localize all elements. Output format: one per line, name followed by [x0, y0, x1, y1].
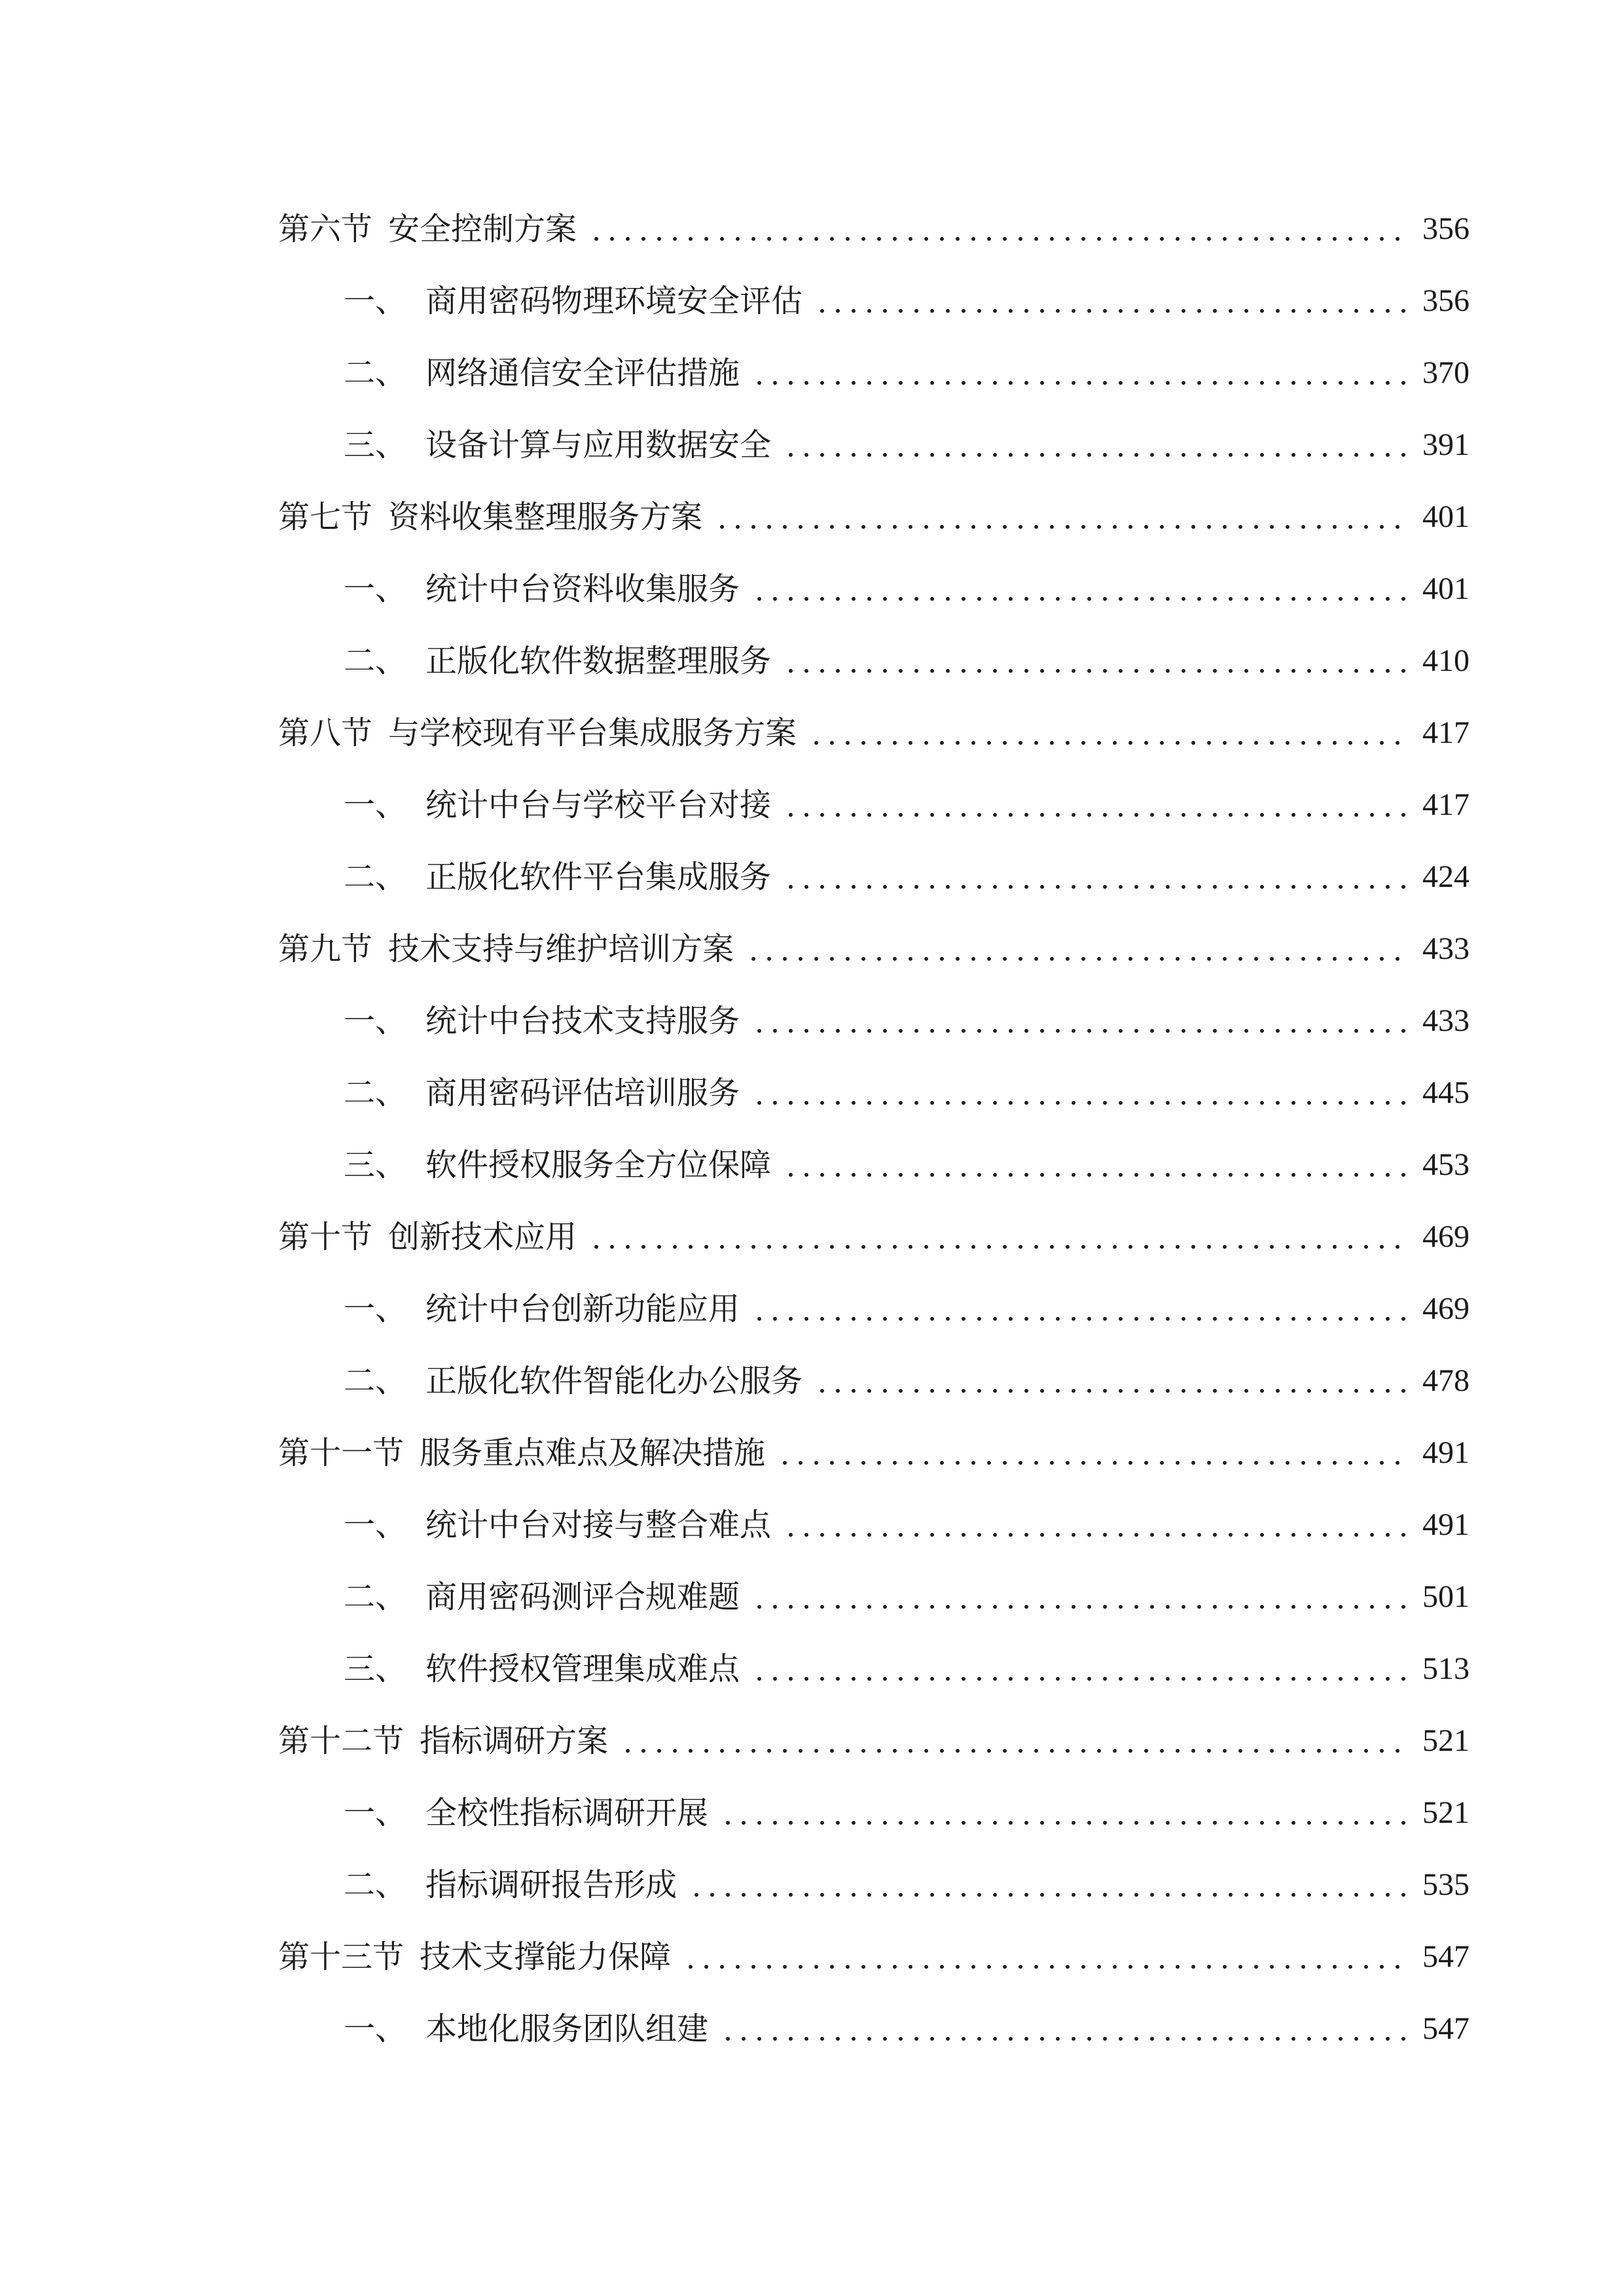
toc-section-entry [278, 697, 1470, 769]
toc-page-number: 501 [1422, 1579, 1470, 1614]
toc-entry-marker: 第八节 [278, 715, 373, 751]
dot-leader [783, 1505, 1407, 1545]
toc-page-number: 417 [1422, 715, 1470, 750]
toc-entry-title: 资料收集整理服务方案 [388, 499, 703, 535]
toc-entry-marker: 第十二节 [278, 1723, 405, 1759]
toc-page-number: 521 [1422, 1723, 1470, 1758]
toc-page-number: 469 [1422, 1219, 1470, 1254]
dot-leader [751, 1289, 1407, 1329]
toc-entry-marker: 三、 [344, 1147, 407, 1183]
toc-entry-title: 正版化软件数据整理服务 [425, 643, 772, 679]
toc-subsection-entry [278, 1345, 1470, 1417]
dot-leader [751, 569, 1407, 609]
table-of-contents [278, 193, 1470, 2065]
toc-subsection-entry [278, 409, 1470, 481]
toc-entry-marker: 第六节 [278, 211, 373, 247]
toc-entry-title: 本地化服务团队组建 [425, 2011, 709, 2047]
toc-entry-marker: 一、 [344, 2011, 407, 2047]
toc-subsection-entry [278, 1489, 1470, 1561]
toc-subsection-entry [278, 1993, 1470, 2065]
toc-entry-title: 指标调研报告形成 [425, 1867, 677, 1903]
toc-page-number: 491 [1422, 1507, 1470, 1542]
toc-subsection-entry [278, 769, 1470, 841]
toc-subsection-entry [278, 625, 1470, 697]
toc-subsection-entry [278, 841, 1470, 913]
toc-subsection-entry [278, 1633, 1470, 1705]
dot-leader [746, 929, 1407, 969]
toc-page-number: 453 [1422, 1147, 1470, 1182]
toc-page-number: 547 [1422, 1939, 1470, 1974]
toc-entry-title: 统计中台资料收集服务 [425, 571, 740, 607]
dot-leader [720, 1793, 1407, 1833]
toc-subsection-entry [278, 1129, 1470, 1201]
toc-subsection-entry [278, 1057, 1470, 1129]
toc-page-number: 521 [1422, 1795, 1470, 1830]
toc-section-entry [278, 1705, 1470, 1777]
toc-section-entry [278, 1417, 1470, 1489]
toc-entry-title: 商用密码物理环境安全评估 [425, 283, 803, 319]
toc-entry-marker: 二、 [344, 1867, 407, 1903]
toc-page-number: 433 [1422, 1003, 1470, 1038]
toc-page-number: 401 [1422, 499, 1470, 534]
toc-entry-title: 正版化软件平台集成服务 [425, 859, 772, 895]
toc-page-number: 491 [1422, 1435, 1470, 1470]
toc-entry-title: 软件授权服务全方位保障 [425, 1147, 772, 1183]
toc-entry-title: 正版化软件智能化办公服务 [425, 1363, 803, 1399]
dot-leader [720, 2009, 1407, 2049]
toc-page-number: 401 [1422, 571, 1470, 606]
toc-entry-title: 技术支持与维护培训方案 [388, 931, 734, 967]
toc-entry-title: 软件授权管理集成难点 [425, 1651, 740, 1687]
toc-page-number: 478 [1422, 1363, 1470, 1398]
dot-leader [783, 425, 1407, 465]
toc-entry-marker: 三、 [344, 1651, 407, 1687]
toc-entry-title: 技术支撑能力保障 [420, 1939, 672, 1975]
toc-subsection-entry [278, 553, 1470, 625]
toc-entry-title: 商用密码测评合规难题 [425, 1579, 740, 1615]
toc-page-number: 469 [1422, 1291, 1470, 1326]
toc-page-number: 424 [1422, 859, 1470, 894]
dot-leader [751, 1001, 1407, 1041]
dot-leader [751, 353, 1407, 393]
toc-page-number: 445 [1422, 1075, 1470, 1110]
toc-page-number: 535 [1422, 1867, 1470, 1902]
toc-subsection-entry [278, 1273, 1470, 1345]
toc-page-number: 513 [1422, 1651, 1470, 1686]
toc-subsection-entry [278, 265, 1470, 337]
toc-page-number: 391 [1422, 427, 1470, 462]
dot-leader [751, 1649, 1407, 1689]
toc-entry-marker: 二、 [344, 1075, 407, 1111]
dot-leader [808, 713, 1407, 753]
dot-leader [588, 209, 1407, 249]
toc-subsection-entry [278, 985, 1470, 1057]
dot-leader [620, 1721, 1407, 1761]
toc-page-number: 417 [1422, 787, 1470, 822]
toc-entry-marker: 第十一节 [278, 1435, 405, 1471]
toc-subsection-entry [278, 1849, 1470, 1921]
toc-entry-title: 统计中台技术支持服务 [425, 1003, 740, 1039]
toc-entry-marker: 一、 [344, 1795, 407, 1831]
toc-entry-marker: 一、 [344, 787, 407, 823]
toc-entry-marker: 一、 [344, 1291, 407, 1327]
dot-leader [783, 641, 1407, 681]
dot-leader [777, 1433, 1407, 1473]
toc-page-number: 547 [1422, 2011, 1470, 2046]
toc-entry-title: 创新技术应用 [388, 1219, 577, 1255]
toc-entry-marker: 二、 [344, 643, 407, 679]
toc-section-entry [278, 1921, 1470, 1993]
toc-entry-marker: 二、 [344, 1579, 407, 1615]
toc-section-entry [278, 481, 1470, 553]
toc-page-number: 356 [1422, 283, 1470, 318]
toc-section-entry [278, 193, 1470, 265]
toc-page-number: 356 [1422, 211, 1470, 246]
toc-entry-title: 网络通信安全评估措施 [425, 355, 740, 391]
toc-entry-title: 设备计算与应用数据安全 [425, 427, 772, 463]
toc-entry-title: 安全控制方案 [388, 211, 577, 247]
dot-leader [714, 497, 1407, 537]
toc-entry-marker: 第七节 [278, 499, 373, 535]
toc-section-entry [278, 913, 1470, 985]
toc-entry-title: 服务重点难点及解决措施 [420, 1435, 766, 1471]
toc-entry-marker: 第十三节 [278, 1939, 405, 1975]
toc-page-number: 410 [1422, 643, 1470, 678]
toc-entry-marker: 一、 [344, 1003, 407, 1039]
toc-entry-marker: 三、 [344, 427, 407, 463]
toc-page-number: 370 [1422, 355, 1470, 390]
toc-entry-title: 指标调研方案 [420, 1723, 609, 1759]
toc-subsection-entry [278, 337, 1470, 409]
toc-entry-marker: 二、 [344, 1363, 407, 1399]
toc-page-number: 433 [1422, 931, 1470, 966]
dot-leader [751, 1073, 1407, 1113]
toc-entry-title: 统计中台对接与整合难点 [425, 1507, 772, 1543]
toc-entry-marker: 二、 [344, 355, 407, 391]
dot-leader [783, 857, 1407, 897]
dot-leader [783, 1145, 1407, 1185]
toc-section-entry [278, 1201, 1470, 1273]
toc-entry-marker: 一、 [344, 283, 407, 319]
dot-leader [751, 1577, 1407, 1617]
toc-entry-marker: 第十节 [278, 1219, 373, 1255]
dot-leader [783, 785, 1407, 825]
dot-leader [683, 1937, 1407, 1977]
dot-leader [689, 1865, 1407, 1905]
toc-entry-title: 商用密码评估培训服务 [425, 1075, 740, 1111]
toc-entry-marker: 一、 [344, 1507, 407, 1543]
dot-leader [588, 1217, 1407, 1257]
toc-subsection-entry [278, 1561, 1470, 1633]
toc-entry-title: 统计中台与学校平台对接 [425, 787, 772, 823]
toc-entry-marker: 二、 [344, 859, 407, 895]
toc-entry-title: 与学校现有平台集成服务方案 [388, 715, 797, 751]
toc-entry-title: 全校性指标调研开展 [425, 1795, 709, 1831]
dot-leader [814, 281, 1407, 321]
toc-entry-title: 统计中台创新功能应用 [425, 1291, 740, 1327]
toc-subsection-entry [278, 1777, 1470, 1849]
dot-leader [814, 1361, 1407, 1401]
toc-entry-marker: 一、 [344, 571, 407, 607]
toc-entry-marker: 第九节 [278, 931, 373, 967]
